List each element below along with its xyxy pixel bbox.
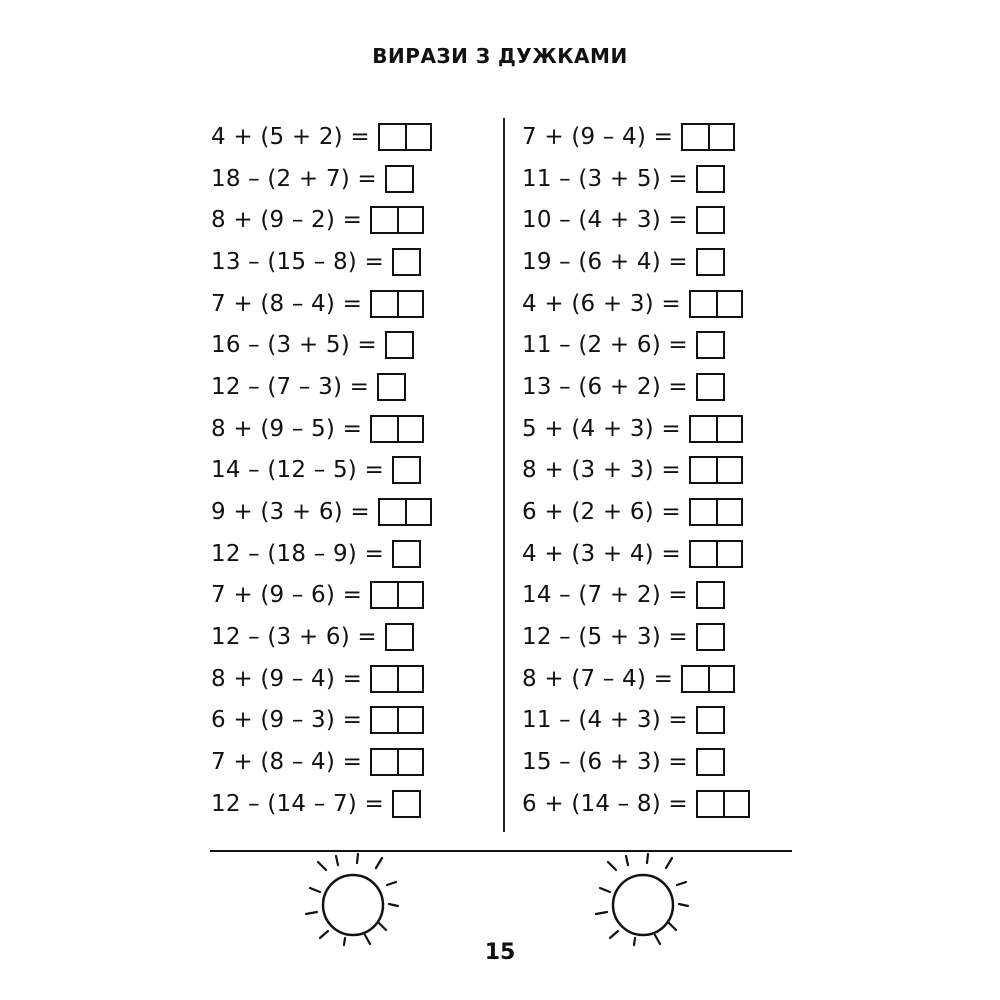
exercise-row: [211, 575, 432, 617]
sun-icon: [298, 852, 408, 948]
answer-digit-cell[interactable]: [691, 542, 716, 566]
exercise-row: [522, 783, 750, 825]
exercise-row: [211, 366, 432, 408]
answer-digit-cell[interactable]: [372, 750, 397, 774]
right-exercise-column: [522, 116, 750, 825]
answer-digit-cell[interactable]: [380, 500, 405, 524]
answer-digit-cell[interactable]: [708, 125, 733, 149]
answer-box[interactable]: [696, 581, 725, 609]
exercise-row: [522, 116, 750, 158]
answer-digit-cell[interactable]: [397, 583, 422, 607]
answer-box[interactable]: [689, 415, 743, 443]
answer-box[interactable]: [370, 581, 424, 609]
answer-box[interactable]: [689, 498, 743, 526]
answer-box[interactable]: [696, 206, 725, 234]
exercise-expression: 13 – (15 – 8) =: [211, 248, 384, 275]
answer-digit-cell[interactable]: [394, 458, 419, 482]
answer-box[interactable]: [681, 665, 735, 693]
answer-box[interactable]: [370, 748, 424, 776]
exercise-expression: 13 – (6 + 2) =: [522, 373, 688, 400]
answer-digit-cell[interactable]: [394, 250, 419, 274]
exercise-row: [211, 658, 432, 700]
exercise-expression: 12 – (14 – 7) =: [211, 790, 384, 817]
answer-digit-cell[interactable]: [372, 708, 397, 732]
column-divider: [503, 118, 505, 832]
exercise-row: [522, 408, 750, 450]
exercise-row: [211, 158, 432, 200]
exercise-row: [522, 324, 750, 366]
exercise-row: [211, 783, 432, 825]
answer-box[interactable]: [696, 331, 725, 359]
exercise-row: [522, 199, 750, 241]
answer-box[interactable]: [681, 123, 735, 151]
answer-box[interactable]: [370, 665, 424, 693]
answer-digit-cell[interactable]: [683, 667, 708, 691]
exercise-expression: 4 + (3 + 4) =: [522, 540, 681, 567]
answer-box[interactable]: [385, 331, 414, 359]
answer-digit-cell[interactable]: [379, 375, 404, 399]
answer-digit-cell[interactable]: [698, 208, 723, 232]
exercise-expression: 6 + (2 + 6) =: [522, 499, 681, 526]
answer-digit-cell[interactable]: [691, 292, 716, 316]
answer-digit-cell[interactable]: [387, 167, 412, 191]
answer-digit-cell[interactable]: [372, 583, 397, 607]
answer-box[interactable]: [370, 206, 424, 234]
answer-digit-cell[interactable]: [387, 333, 412, 357]
answer-digit-cell[interactable]: [397, 750, 422, 774]
answer-box[interactable]: [370, 290, 424, 318]
exercise-expression: 12 – (7 – 3) =: [211, 373, 370, 400]
exercise-expression: 7 + (8 – 4) =: [211, 749, 363, 776]
answer-digit-cell[interactable]: [698, 375, 723, 399]
answer-box[interactable]: [696, 790, 750, 818]
exercise-row: [522, 741, 750, 783]
exercise-row: [211, 741, 432, 783]
answer-digit-cell[interactable]: [691, 458, 716, 482]
answer-digit-cell[interactable]: [394, 792, 419, 816]
answer-digit-cell[interactable]: [698, 167, 723, 191]
page-title: ВИРАЗИ З ДУЖКАМИ: [372, 44, 628, 68]
answer-box[interactable]: [689, 290, 743, 318]
exercise-expression: 11 – (2 + 6) =: [522, 332, 688, 359]
answer-digit-cell[interactable]: [394, 542, 419, 566]
answer-box[interactable]: [392, 540, 421, 568]
exercise-expression: 15 – (6 + 3) =: [522, 749, 688, 776]
answer-digit-cell[interactable]: [372, 292, 397, 316]
answer-box[interactable]: [689, 456, 743, 484]
answer-box[interactable]: [392, 456, 421, 484]
exercise-expression: 16 – (3 + 5) =: [211, 332, 377, 359]
exercise-expression: 8 + (9 – 5) =: [211, 415, 363, 442]
answer-digit-cell[interactable]: [698, 583, 723, 607]
exercise-expression: 7 + (9 – 6) =: [211, 582, 363, 609]
answer-digit-cell[interactable]: [716, 500, 741, 524]
answer-digit-cell[interactable]: [698, 792, 723, 816]
answer-box[interactable]: [696, 248, 725, 276]
exercise-expression: 7 + (9 – 4) =: [522, 123, 674, 150]
exercise-expression: 12 – (18 – 9) =: [211, 540, 384, 567]
answer-digit-cell[interactable]: [716, 542, 741, 566]
answer-digit-cell[interactable]: [708, 667, 733, 691]
answer-digit-cell[interactable]: [698, 708, 723, 732]
answer-box[interactable]: [696, 623, 725, 651]
exercise-row: [211, 408, 432, 450]
sun-icon: [588, 852, 698, 948]
answer-box[interactable]: [378, 498, 432, 526]
answer-digit-cell[interactable]: [380, 125, 405, 149]
answer-digit-cell[interactable]: [372, 208, 397, 232]
answer-digit-cell[interactable]: [405, 500, 430, 524]
exercise-expression: 5 + (4 + 3) =: [522, 415, 681, 442]
exercise-row: [211, 533, 432, 575]
exercise-row: [522, 366, 750, 408]
exercise-row: [522, 241, 750, 283]
answer-digit-cell[interactable]: [372, 417, 397, 441]
answer-digit-cell[interactable]: [698, 750, 723, 774]
exercise-row: [211, 700, 432, 742]
answer-box[interactable]: [392, 790, 421, 818]
exercise-row: [211, 450, 432, 492]
answer-box[interactable]: [696, 165, 725, 193]
answer-box[interactable]: [377, 373, 406, 401]
exercise-row: [211, 241, 432, 283]
exercise-row: [522, 533, 750, 575]
exercise-expression: 8 + (9 – 2) =: [211, 207, 363, 234]
answer-digit-cell[interactable]: [387, 625, 412, 649]
answer-digit-cell[interactable]: [691, 417, 716, 441]
answer-digit-cell[interactable]: [716, 458, 741, 482]
answer-digit-cell[interactable]: [405, 125, 430, 149]
exercise-expression: 18 – (2 + 7) =: [211, 165, 377, 192]
answer-box[interactable]: [370, 415, 424, 443]
answer-digit-cell[interactable]: [397, 292, 422, 316]
exercise-row: [211, 491, 432, 533]
answer-digit-cell[interactable]: [716, 292, 741, 316]
answer-box[interactable]: [689, 540, 743, 568]
answer-box[interactable]: [696, 748, 725, 776]
exercise-expression: 4 + (6 + 3) =: [522, 290, 681, 317]
exercise-row: [522, 658, 750, 700]
answer-digit-cell[interactable]: [698, 625, 723, 649]
answer-digit-cell[interactable]: [716, 417, 741, 441]
exercise-row: [522, 283, 750, 325]
exercise-expression: 8 + (9 – 4) =: [211, 665, 363, 692]
exercise-expression: 9 + (3 + 6) =: [211, 499, 370, 526]
answer-digit-cell[interactable]: [698, 250, 723, 274]
exercise-row: [211, 116, 432, 158]
answer-box[interactable]: [385, 623, 414, 651]
exercise-row: [522, 700, 750, 742]
answer-digit-cell[interactable]: [691, 500, 716, 524]
exercise-expression: 6 + (14 – 8) =: [522, 790, 688, 817]
exercise-expression: 6 + (9 – 3) =: [211, 707, 363, 734]
answer-box[interactable]: [378, 123, 432, 151]
exercise-expression: 14 – (12 – 5) =: [211, 457, 384, 484]
answer-digit-cell[interactable]: [397, 708, 422, 732]
answer-box[interactable]: [696, 706, 725, 734]
answer-digit-cell[interactable]: [372, 667, 397, 691]
exercise-expression: 14 – (7 + 2) =: [522, 582, 688, 609]
exercise-expression: 12 – (5 + 3) =: [522, 624, 688, 651]
answer-digit-cell[interactable]: [698, 333, 723, 357]
exercise-row: [211, 283, 432, 325]
answer-box[interactable]: [696, 373, 725, 401]
exercise-row: [522, 450, 750, 492]
answer-digit-cell[interactable]: [723, 792, 748, 816]
answer-box[interactable]: [385, 165, 414, 193]
exercise-expression: 8 + (3 + 3) =: [522, 457, 681, 484]
exercise-expression: 4 + (5 + 2) =: [211, 123, 370, 150]
exercise-expression: 11 – (4 + 3) =: [522, 707, 688, 734]
exercise-expression: 12 – (3 + 6) =: [211, 624, 377, 651]
exercise-row: [522, 575, 750, 617]
exercise-expression: 7 + (8 – 4) =: [211, 290, 363, 317]
exercise-expression: 8 + (7 – 4) =: [522, 665, 674, 692]
page-number: 15: [484, 940, 516, 965]
left-exercise-column: [211, 116, 432, 825]
answer-digit-cell[interactable]: [397, 667, 422, 691]
exercise-expression: 10 – (4 + 3) =: [522, 207, 688, 234]
exercise-expression: 19 – (6 + 4) =: [522, 248, 688, 275]
exercise-row: [522, 491, 750, 533]
exercise-row: [211, 616, 432, 658]
exercise-row: [211, 324, 432, 366]
answer-digit-cell[interactable]: [397, 417, 422, 441]
exercise-row: [522, 616, 750, 658]
answer-digit-cell[interactable]: [397, 208, 422, 232]
exercise-row: [522, 158, 750, 200]
exercise-expression: 11 – (3 + 5) =: [522, 165, 688, 192]
answer-digit-cell[interactable]: [683, 125, 708, 149]
answer-box[interactable]: [370, 706, 424, 734]
answer-box[interactable]: [392, 248, 421, 276]
exercise-row: [211, 199, 432, 241]
